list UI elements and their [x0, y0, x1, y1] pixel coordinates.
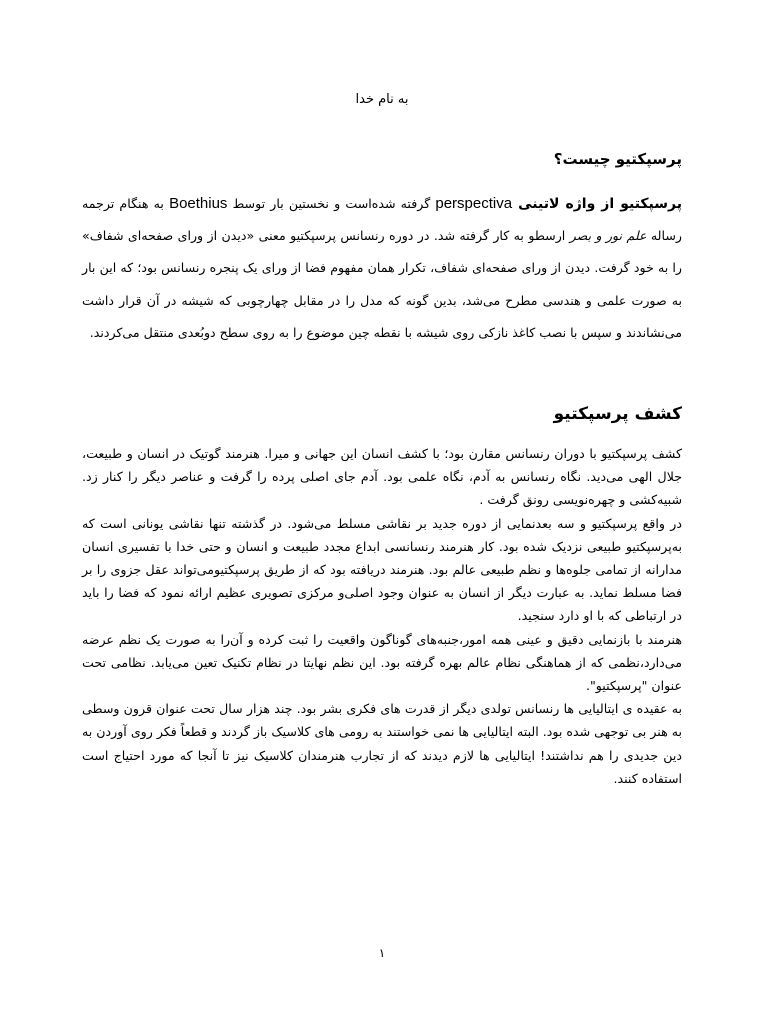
paragraph: در واقع پرسپکتیو و سه بعدنمایی از دوره جدید بر نقاشی مسلط می‌شود. در گذشته تنها نقاشی یونانی است که به‌پرسپکتیو طبیعی نزدیک شده بود. کار هنرمند رنسانسی ابداع مجدد طبیعت و انسان و حتی خدا با تفسیری انسان مدارانه از تمامی جلوه‌ها و نظم طبیعی عالم بود. هنرمند دریافته بود که از طریق پرسپکتیومی‌تواند عقل جزوی را بر فضا مسلط نماید. به عبارت دیگر از انسان به عنوان وجود اصلی‌و مرکزی تصویری عظیم ارائه نمود که فضا را باید در ارتباطی که با او دارد سنجید.	[82, 515, 682, 624]
paragraph: هنرمند با بازنمایی دقیق و عینی همه امور،جنبه‌های گوناگون واقعیت را ثبت کرده و آن‌را به صورت یک نظم عرضه می‌دارد،نظمی که از هماهنگی نظام عالم بهره گرفته بود. این نظم نهایتا در نظام تکنیک تعین می‌یابد. نظامی تحت عنوان "پرسپکتیو".	[82, 631, 682, 694]
question-heading: پرسپکتیو چیست؟	[553, 150, 682, 168]
paragraph: کشف پرسپکتیو با دوران رنسانس مقارن بود؛ با کشف انسان این جهانی و میرا. هنرمند گوتیک در انسان و طبیعت، جلال الهی می‌دید. نگاه رنسانس به آدم، نگاه علمی بود. آدم جای اصلی پرده را گرفت و عناصر دیگر را کنار زد. شبیه‌کشی و چهره‌نویسی رونق گرفت .	[82, 446, 682, 508]
intro-part-4: ارسطو به کار گرفته شد. در دوره رنسانس پرسپکتیو معنی «دیدن از ورای صفحه‌ای شفاف» را به خود گرفت. دیدن از ورای صفحه‌ای شفاف، تکرار همان مفهوم فضا از ورای یک پنجره رنسانس بود؛ که این بار به صورت علمی و هندسی مطرح می‌شد، بدین گونه که مدل را در مقابل چهارچوبی که شیشه در آن قرار داشت می‌نشاندند و سپس با نصب کاغذ نازکی روی شیشه با نقطه چین موضوع را به روی سطح دوبُعدی منتقل می‌کردند.	[82, 228, 682, 340]
latin-term-boethius: Boethius	[169, 195, 228, 212]
basmala: به نام خدا	[355, 92, 409, 107]
discovery-section	[82, 442, 682, 790]
intro-paragraph	[82, 188, 682, 349]
page-number: ۱	[378, 946, 386, 960]
latin-term-perspectiva: perspectiva	[435, 195, 513, 212]
discovery-heading: کشف پرسپکتیو	[553, 404, 682, 424]
intro-text	[82, 188, 682, 349]
intro-part-3: به هنگام ترجمه رساله	[82, 196, 682, 244]
intro-part-2: گرفته شده‌است و نخستین بار توسط	[227, 196, 436, 211]
document-page	[82, 0, 682, 1024]
paragraph: به عقیده ی ایتالیایی ها رنسانس تولدی دیگر از قدرت های فکری بشر بود. چند هزار سال تحت عنوان قرون وسطی به هنر بی توجهی شده بود. البته ایتالیایی ها نمی خواستند به رومی های کلاسیک باز گردند و قطعاً فکر روی آوردن به دین جدیدی را هم نداشتند! ایتالیایی ها لازم دیدند که از تجارب هنرمندان کلاسیک نیز تا آنجا که مورد احتیاج است استفاده کنند.	[82, 701, 682, 786]
treatise-title: علم نور و بصر	[569, 228, 647, 244]
intro-part-1: پرسپکتیو از واژه لاتینی	[512, 196, 682, 212]
